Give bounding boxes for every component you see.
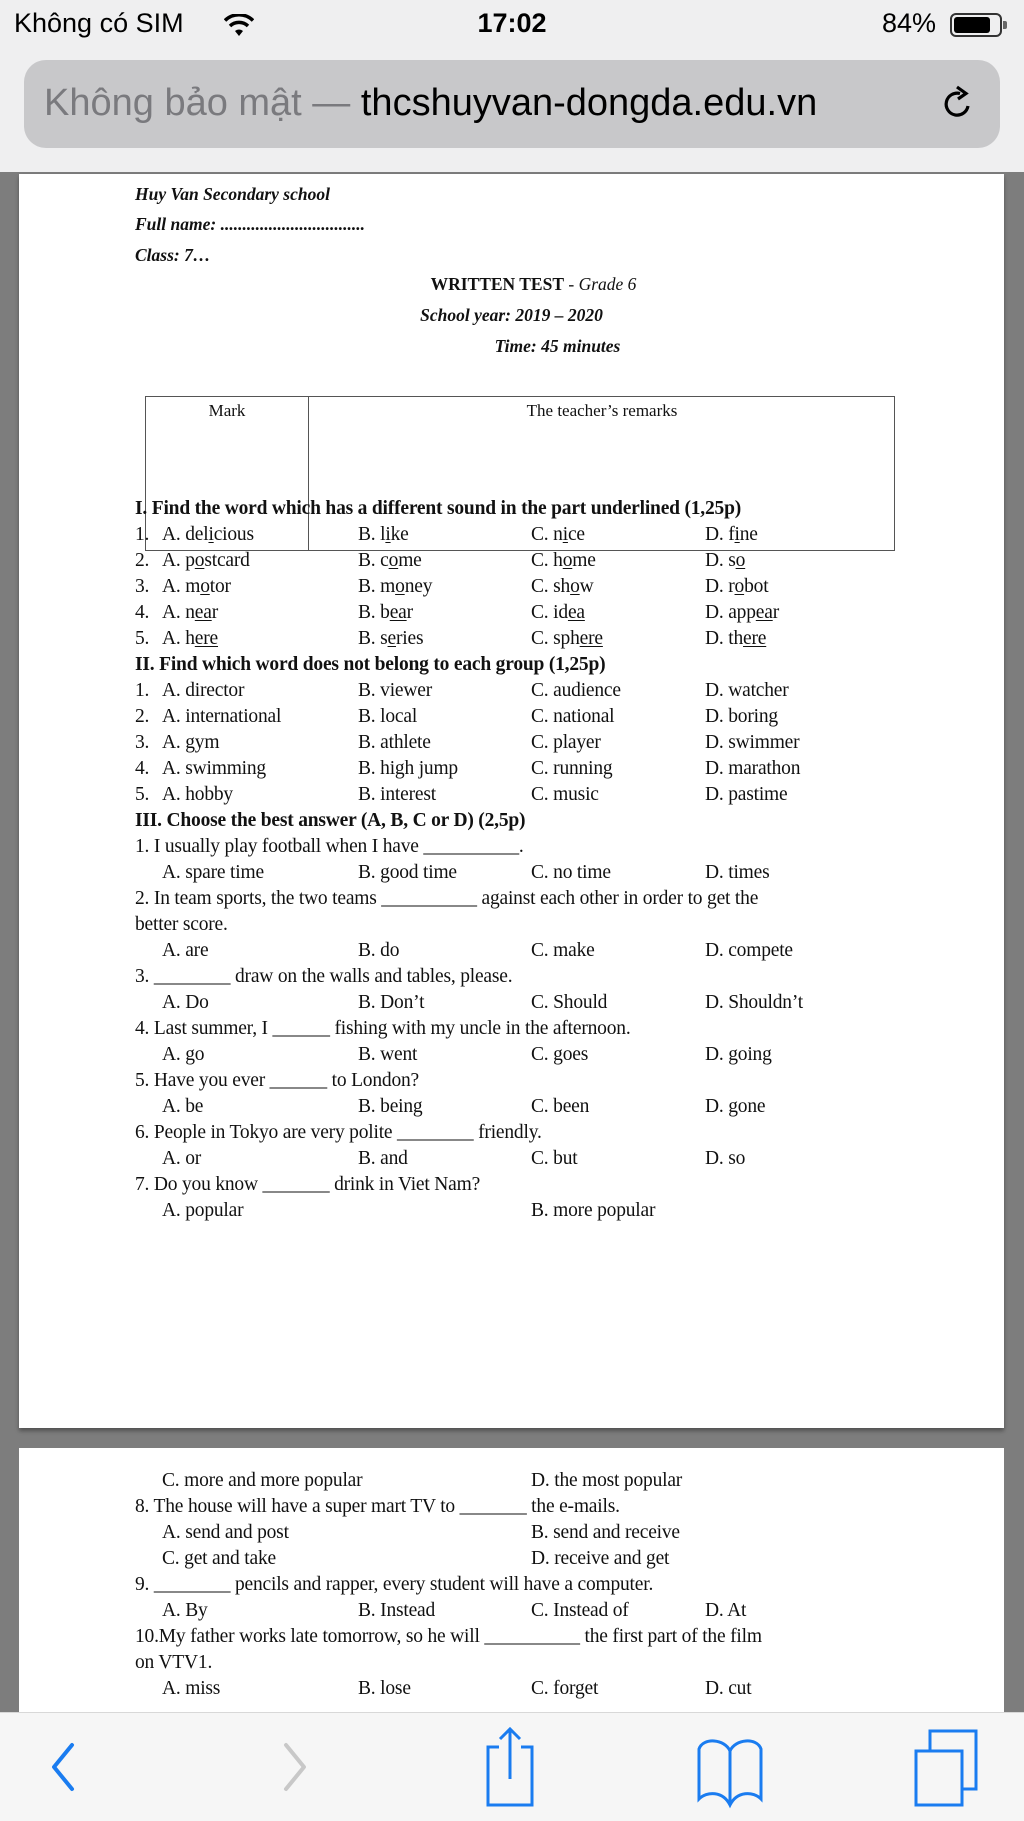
question-text xyxy=(135,1070,419,1096)
question-q3: 3. ________ draw on the walls and tables, please. xyxy=(135,966,513,987)
option-b: B. local xyxy=(358,706,418,727)
address-bar[interactable] xyxy=(24,60,1000,148)
carrier-label: Không có SIM xyxy=(14,8,184,38)
option-c xyxy=(531,602,585,624)
text-line xyxy=(135,1174,480,1200)
question-q6: 6. People in Tokyo are very polite ________ friendly. xyxy=(135,1122,542,1143)
option-c: C. running xyxy=(531,758,613,779)
word-part: D. app xyxy=(705,602,756,623)
option-b: B. good time xyxy=(358,862,457,883)
word-part: C. sph xyxy=(531,628,580,649)
text-line xyxy=(135,914,228,940)
text-line xyxy=(135,654,605,680)
duration: Time: 45 minutes xyxy=(494,336,621,356)
word-part: D. r xyxy=(705,576,735,597)
clock: 17:02 xyxy=(477,8,547,38)
word-part: cious xyxy=(213,524,254,545)
underlined-part: i xyxy=(385,524,391,545)
underlined-part: o xyxy=(734,576,745,597)
question-number: 5. xyxy=(135,784,150,805)
option-c: C. Instead of xyxy=(531,1600,629,1621)
remarks-header: The teacher’s remarks xyxy=(526,401,678,420)
underlined-part: o xyxy=(388,550,399,571)
underlined-part: o xyxy=(562,550,573,571)
word-part: D. f xyxy=(705,524,735,545)
school-year: School year: 2019 – 2020 xyxy=(420,305,603,325)
option-c: C. been xyxy=(531,1096,590,1117)
word-part: ce xyxy=(567,524,585,545)
question-q2: 2. In team sports, the two teams __________ against each other in order to get the xyxy=(135,888,759,909)
question-q5: 5. Have you ever ______ to London? xyxy=(135,1070,420,1091)
document-page-2 xyxy=(19,1448,1004,1728)
word-part: A. n xyxy=(162,602,195,623)
option-c xyxy=(531,628,603,650)
underlined-part: ere xyxy=(743,628,767,649)
word-part: C. id xyxy=(531,602,568,623)
word-part: B. b xyxy=(358,602,390,623)
option-a: A. are xyxy=(162,940,209,961)
option-b xyxy=(358,602,413,624)
option-d xyxy=(705,628,766,650)
tabs-icon[interactable] xyxy=(912,1727,984,1807)
word-part: r xyxy=(211,602,219,623)
option-a: A. popular xyxy=(162,1200,244,1221)
remarks-table xyxy=(145,396,895,551)
option-d: D. cut xyxy=(705,1678,752,1699)
word-part: A. h xyxy=(162,628,195,649)
option-a: A. international xyxy=(162,706,282,727)
option-d: D. gone xyxy=(705,1096,766,1117)
url-text[interactable] xyxy=(44,82,817,125)
battery-percent: 84% xyxy=(881,8,936,38)
option-d xyxy=(705,576,768,598)
question-number: 3. xyxy=(135,732,150,753)
question-text xyxy=(135,888,758,914)
option-c: C. national xyxy=(531,706,615,727)
full-name-field: Full name: ................................. xyxy=(135,214,365,234)
option-d: D. so xyxy=(705,1148,746,1169)
underlined-part: o xyxy=(570,576,580,597)
underlined-part: i xyxy=(562,524,568,545)
option-c: C. get and take xyxy=(162,1548,276,1569)
question-number: 2. xyxy=(135,550,150,571)
option-b xyxy=(358,576,432,598)
word-part: B. c xyxy=(358,550,389,571)
question-number: 5. xyxy=(135,628,150,649)
option-a xyxy=(162,550,250,572)
underlined-part: ea xyxy=(389,602,407,623)
question-q10-cont: on VTV1. xyxy=(135,1652,213,1673)
option-c: C. goes xyxy=(531,1044,589,1065)
security-label: Không bảo mật — xyxy=(44,82,351,124)
word-part: w xyxy=(579,576,594,597)
word-part: D. th xyxy=(705,628,744,649)
browser-chrome xyxy=(0,0,1024,172)
question-text xyxy=(135,1018,631,1044)
word-part: me xyxy=(398,550,422,571)
question-q9: 9. ________ pencils and rapper, every student will have a computer. xyxy=(135,1574,654,1595)
text-line xyxy=(135,498,741,524)
option-d: D. going xyxy=(705,1044,772,1065)
question-text xyxy=(135,1626,762,1652)
underlined-part: i xyxy=(208,524,214,545)
question-text xyxy=(135,1122,542,1148)
word-part: A. m xyxy=(162,576,201,597)
question-q1: 1. I usually play football when I have __________. xyxy=(135,836,524,857)
option-a: A. gym xyxy=(162,732,220,753)
question-text xyxy=(135,1574,653,1600)
option-d: D. watcher xyxy=(705,680,789,701)
question-number: 1. xyxy=(135,524,150,545)
option-b xyxy=(358,550,422,572)
underlined-part: ere xyxy=(579,628,603,649)
option-c: C. more and more popular xyxy=(162,1470,363,1491)
option-b: B. lose xyxy=(358,1678,411,1699)
option-d: D. boring xyxy=(705,706,778,727)
question-number: 1. xyxy=(135,680,150,701)
option-c xyxy=(531,524,585,546)
word-part: tor xyxy=(209,576,231,597)
question-q10: 10.My father works late tomorrow, so he will __________ the first part of the film xyxy=(135,1626,762,1647)
share-icon[interactable] xyxy=(480,1727,540,1807)
word-part: r xyxy=(772,602,780,623)
option-b: B. athlete xyxy=(358,732,431,753)
option-b: B. high jump xyxy=(358,758,458,779)
option-a: A. Do xyxy=(162,992,209,1013)
word-part: me xyxy=(572,550,596,571)
underlined-part: o xyxy=(735,550,746,571)
option-d: D. compete xyxy=(705,940,793,961)
option-b: B. viewer xyxy=(358,680,433,701)
question-text xyxy=(135,836,524,862)
word-part: A. p xyxy=(162,550,195,571)
option-b xyxy=(358,628,423,650)
option-a: A. go xyxy=(162,1044,205,1065)
word-part: C. h xyxy=(531,550,563,571)
question-q4: 4. Last summer, I ______ fishing with my uncle in the afternoon. xyxy=(135,1018,631,1039)
option-c xyxy=(531,550,596,572)
option-b: B. interest xyxy=(358,784,436,805)
option-b: B. send and receive xyxy=(531,1522,680,1543)
word-part: bot xyxy=(744,576,769,597)
option-a: A. director xyxy=(162,680,245,701)
option-b: B. more popular xyxy=(531,1200,656,1221)
option-d: D. marathon xyxy=(705,758,801,779)
word-part: r xyxy=(406,602,413,623)
option-a: A. send and post xyxy=(162,1522,289,1543)
option-d: D. pastime xyxy=(705,784,788,805)
text-line xyxy=(135,1496,620,1522)
question-number: 4. xyxy=(135,758,150,779)
underlined-part: ea xyxy=(194,602,212,623)
underlined-part: i xyxy=(734,524,740,545)
class-field: Class: 7… xyxy=(135,245,211,265)
underlined-part: e xyxy=(387,628,397,649)
word-part: B. l xyxy=(358,524,386,545)
option-b: B. Instead xyxy=(358,1600,436,1621)
option-b: B. and xyxy=(358,1148,408,1169)
url-host: thcshuyvan-dongda.edu.vn xyxy=(360,82,818,124)
option-a xyxy=(162,576,231,598)
word-part: D. s xyxy=(705,550,736,571)
word-part: ne xyxy=(739,524,758,545)
test-title xyxy=(19,274,1024,295)
option-a: A. swimming xyxy=(162,758,266,779)
option-c: C. forget xyxy=(531,1678,599,1699)
underlined-part: ere xyxy=(194,628,219,649)
title-bold: WRITTEN TEST xyxy=(430,274,564,294)
battery-icon xyxy=(950,13,1002,37)
section-heading: III. Choose the best answer (A, B, C or D) (2,5p) xyxy=(135,810,526,831)
option-a xyxy=(162,524,254,546)
forward-icon[interactable] xyxy=(262,1737,322,1797)
option-c: C. make xyxy=(531,940,595,961)
option-b: B. Don’t xyxy=(358,992,425,1013)
option-c: C. audience xyxy=(531,680,621,701)
word-part: A. del xyxy=(162,524,209,545)
mark-header: Mark xyxy=(146,397,309,550)
text-line xyxy=(135,1652,212,1678)
option-d xyxy=(705,524,758,546)
word-part: stcard xyxy=(204,550,250,571)
underlined-part: o xyxy=(200,576,210,597)
question-number: 4. xyxy=(135,602,150,623)
option-a: A. By xyxy=(162,1600,208,1621)
section-heading: II. Find which word does not belong to each group (1,25p) xyxy=(135,654,606,675)
question-q7: 7. Do you know _______ drink in Viet Nam? xyxy=(135,1174,481,1195)
reload-icon[interactable] xyxy=(938,84,978,124)
word-part: ke xyxy=(390,524,409,545)
word-part: ney xyxy=(404,576,433,597)
school-name: Huy Van Secondary school xyxy=(135,184,330,204)
option-c: C. Should xyxy=(531,992,608,1013)
option-d: D. times xyxy=(705,862,770,883)
option-d: D. Shouldn’t xyxy=(705,992,804,1013)
bookmarks-icon[interactable] xyxy=(695,1729,765,1809)
back-icon[interactable] xyxy=(36,1737,96,1797)
option-d xyxy=(705,550,745,572)
word-part: B. m xyxy=(358,576,396,597)
word-part: C. n xyxy=(531,524,563,545)
option-a: A. miss xyxy=(162,1678,221,1699)
option-a xyxy=(162,602,218,624)
option-a: A. spare time xyxy=(162,862,264,883)
option-b: B. went xyxy=(358,1044,418,1065)
option-a: A. be xyxy=(162,1096,204,1117)
status-bar xyxy=(0,8,1024,46)
option-d xyxy=(705,602,779,624)
question-number: 3. xyxy=(135,576,150,597)
underlined-part: ea xyxy=(567,602,585,623)
option-a: A. or xyxy=(162,1148,202,1169)
text-line xyxy=(135,810,525,836)
option-c xyxy=(531,576,594,598)
title-grade: - Grade 6 xyxy=(564,274,637,294)
option-b: B. do xyxy=(358,940,400,961)
option-d: D. the most popular xyxy=(531,1470,683,1491)
option-d: D. receive and get xyxy=(531,1548,670,1569)
browser-toolbar xyxy=(0,1712,1024,1821)
word-part: B. s xyxy=(358,628,388,649)
word-part: C. sh xyxy=(531,576,571,597)
question-number: 2. xyxy=(135,706,150,727)
option-b xyxy=(358,524,409,546)
question-q8: 8. The house will have a super mart TV to _______ the e-mails. xyxy=(135,1496,620,1517)
option-b: B. being xyxy=(358,1096,423,1117)
option-c: C. player xyxy=(531,732,601,753)
underlined-part: ea xyxy=(755,602,773,623)
option-d: D. At xyxy=(705,1600,747,1621)
option-c: C. no time xyxy=(531,862,611,883)
option-d: D. swimmer xyxy=(705,732,800,753)
option-c: C. music xyxy=(531,784,599,805)
word-part: ries xyxy=(396,628,424,649)
option-a: A. hobby xyxy=(162,784,233,805)
question-text xyxy=(135,966,512,992)
underlined-part: o xyxy=(395,576,405,597)
document-page-1 xyxy=(19,174,1004,1428)
option-c: C. but xyxy=(531,1148,578,1169)
question-q2-cont: better score. xyxy=(135,914,228,935)
section-heading: I. Find the word which has a different sound in the part underlined (1,25p) xyxy=(135,498,742,519)
option-a xyxy=(162,628,218,650)
underlined-part: o xyxy=(194,550,205,571)
